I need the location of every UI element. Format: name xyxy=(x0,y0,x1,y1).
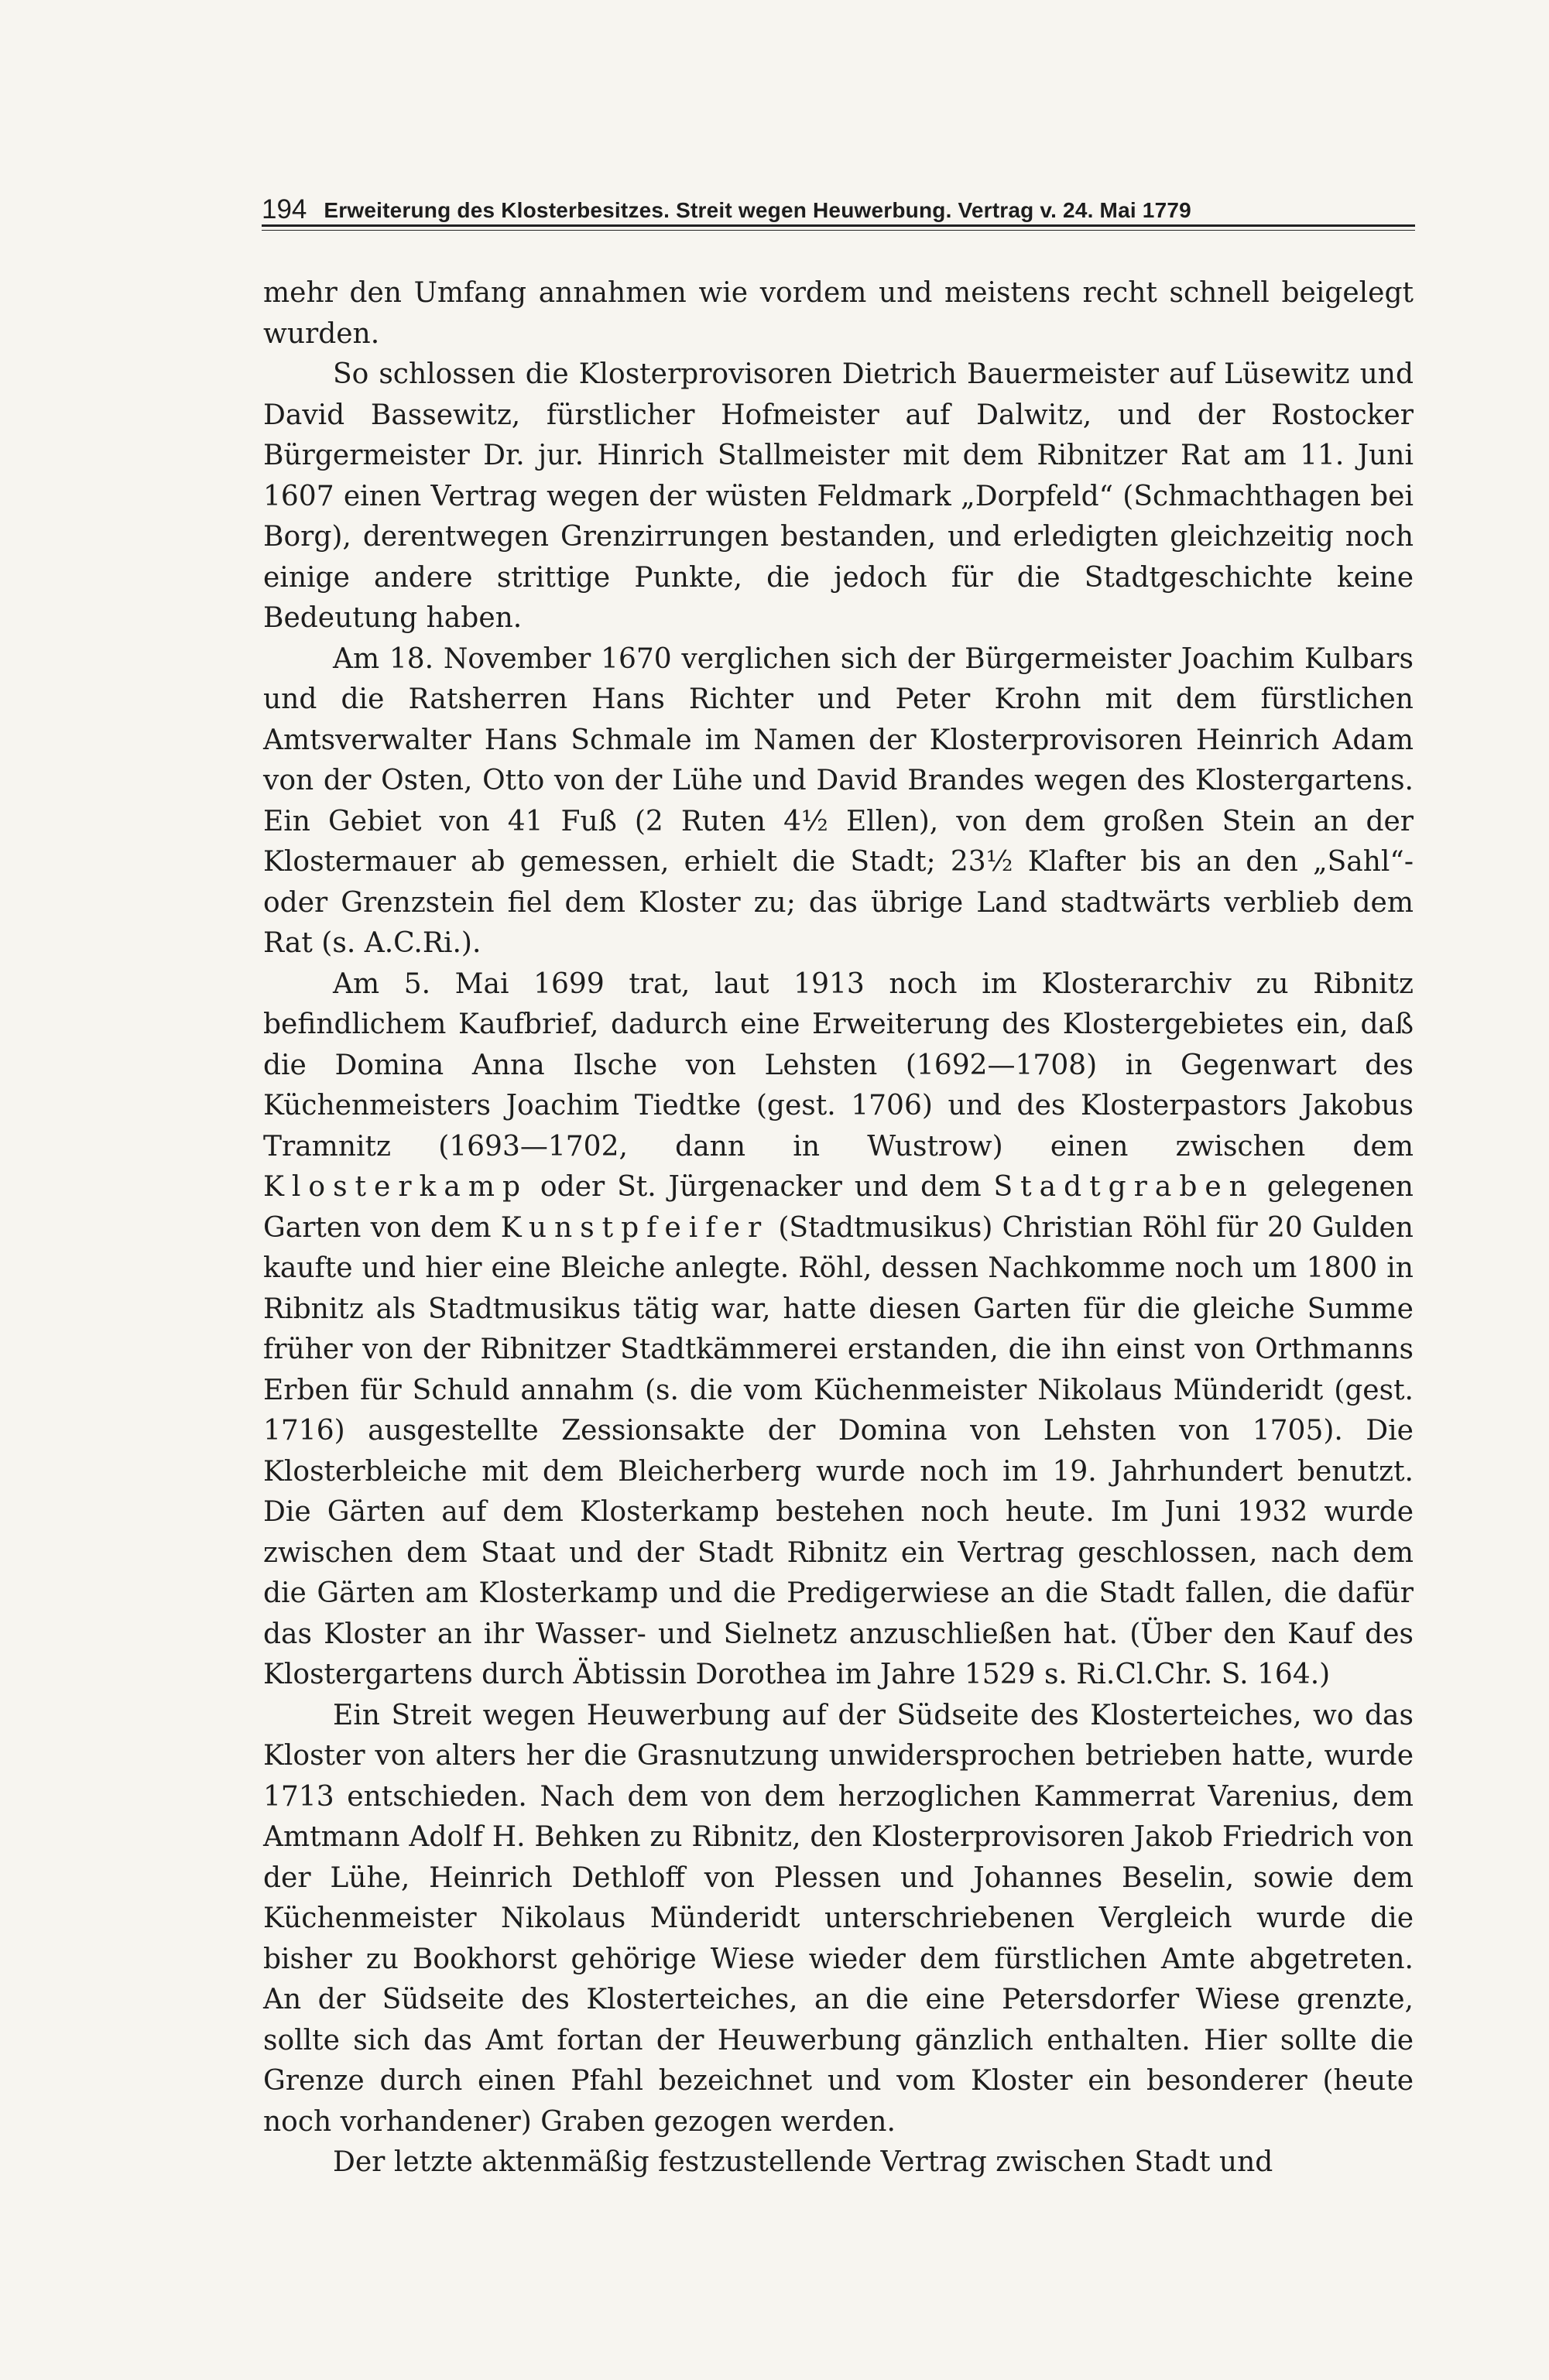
running-head: Erweiterung des Klosterbesitzes. Streit wegen Heuwerbung. Vertrag v. 24. Mai 1779 xyxy=(324,197,1191,222)
header-rule xyxy=(262,224,1415,231)
paragraph-5: Ein Streit wegen Heuwerbung auf der Südseite des Klosterteiches, wo das Kloster von alters her die Grasnutzung unwidersprochen betrieben hatte, wurde 1713 entschieden. Nach dem von dem herzoglichen Kammerrat Varenius, dem Amtmann Adolf H. Behken zu Ribnitz, den Klosterprovisoren Jakob Friedrich von der Lühe, Heinrich Dethloff von Plessen und Johannes Beselin, sowie dem Küchenmeister Nikolaus Münderidt unterschriebenen Vergleich wurde die bisher zu Bookhorst gehörige Wiese wieder dem fürstlichen Amte abgetreten. An der Südseite des Klosterteiches, an die eine Petersdorfer Wiese grenzte, sollte sich das Amt fortan der Heuwerbung gänzlich enthalten. Hier sollte die Grenze durch einen Pfahl bezeichnet und vom Kloster ein besonderer (heute noch vorhandener) Graben gezogen werden. xyxy=(263,1699,1414,2138)
paragraph-4-middle-text: oder St. Jürgenacker und dem xyxy=(540,1171,994,1203)
page-number: 194 xyxy=(262,194,307,224)
paragraph-4-opening-text: Am 5. Mai 1699 trat, laut 1913 noch im Klosterarchiv zu Ribnitz befindlichem Kaufbrief, dadurch eine Erweiterung des Klostergebietes ein, daß die Domina Anna Ilsche von Lehsten (1692—1708) in Gegenwart des Küchenmeisters Joachim Tiedtke (gest. 1706) und des Klosterpastors Jakobus Tramnitz (1693—1702, dann in Wustrow) einen zwischen dem xyxy=(263,967,1414,1163)
paragraph-4 xyxy=(263,964,1414,1696)
page-header xyxy=(262,183,1415,223)
paragraph-4-garden-text: gelegenen Garten von dem xyxy=(263,1171,1414,1244)
spaced-klosterkamp: Klosterkamp xyxy=(263,1171,528,1203)
paragraph-4-closing-text: (Stadtmusikus) Christian Röhl für 20 Gulden kaufte und hier eine Bleiche anlegte. Röhl, dessen Nachkomme noch um 1800 in Ribnitz als Stadtmusikus tätig war, hatte diesen Garten für die gleiche Summe früher von der Ribnitzer Stadtkämmerei erstanden, die ihn einst von Orthmanns Erben für Schuld annahm (s. die vom Küchenmeister Nikolaus Münderidt (gest. 1716) ausgestellte Zessionsakte der Domina von Lehsten von 1705). Die Klosterbleiche mit dem Bleicherberg wurde noch im 19. Jahrhundert benutzt. Die Gärten auf dem Klosterkamp bestehen noch heute. Im Juni 1932 wurde zwischen dem Staat und der Stadt Ribnitz ein Vertrag geschlossen, nach dem die Gärten am Klosterkamp und die Predigerwiese an die Stadt fallen, die dafür das Kloster an ihr Wasser- und Sielnetz anzuschließen hat. (Über den Kauf des Klostergartens durch Äbtissin Dorothea im Jahre 1529 s. Ri.Cl.Chr. S. 164.) xyxy=(263,1211,1414,1690)
spaced-kunstpfeifer: Kunstpfeifer xyxy=(500,1211,769,1244)
paragraph-3: Am 18. November 1670 verglichen sich der Bürgermeister Joachim Kulbars und die Ratsherren Hans Richter und Peter Krohn mit dem fürstlichen Amtsverwalter Hans Schmale im Namen der Klosterprovisoren Heinrich Adam von der Osten, Otto von der Lühe und David Brandes wegen des Klostergartens. Ein Gebiet von 41 Fuß (2 Ruten 4½ Ellen), von dem großen Stein an der Klostermauer ab gemessen, erhielt die Stadt; 23½ Klafter bis an den „Sahl“- oder Grenzstein fiel dem Kloster zu; das übrige Land stadtwärts verblieb dem Rat (s. A.C.Ri.). xyxy=(263,642,1414,959)
paragraph-6: Der letzte aktenmäßig festzustellende Vertrag zwischen Stadt und xyxy=(333,2146,1273,2178)
paragraph-2: So schlossen die Klosterprovisoren Dietrich Bauermeister auf Lüsewitz und David Bassewitz, fürstlicher Hofmeister auf Dalwitz, und der Rostocker Bürgermeister Dr. jur. Hinrich Stallmeister mit dem Ribnitzer Rat am 11. Juni 1607 einen Vertrag wegen der wüsten Feldmark „Dorpfeld“ (Schmachthagen bei Borg), derentwegen Grenzirrungen bestanden, und erledigten gleichzeitig noch einige andere strittige Punkte, die jedoch für die Stadtgeschichte keine Bedeutung haben. xyxy=(263,358,1414,634)
document-body xyxy=(263,273,1414,2178)
paragraph-1: mehr den Umfang annahmen wie vordem und meistens recht schnell beigelegt wurden. xyxy=(263,277,1414,350)
spaced-stadtgraben: Stadtgraben xyxy=(993,1171,1255,1203)
